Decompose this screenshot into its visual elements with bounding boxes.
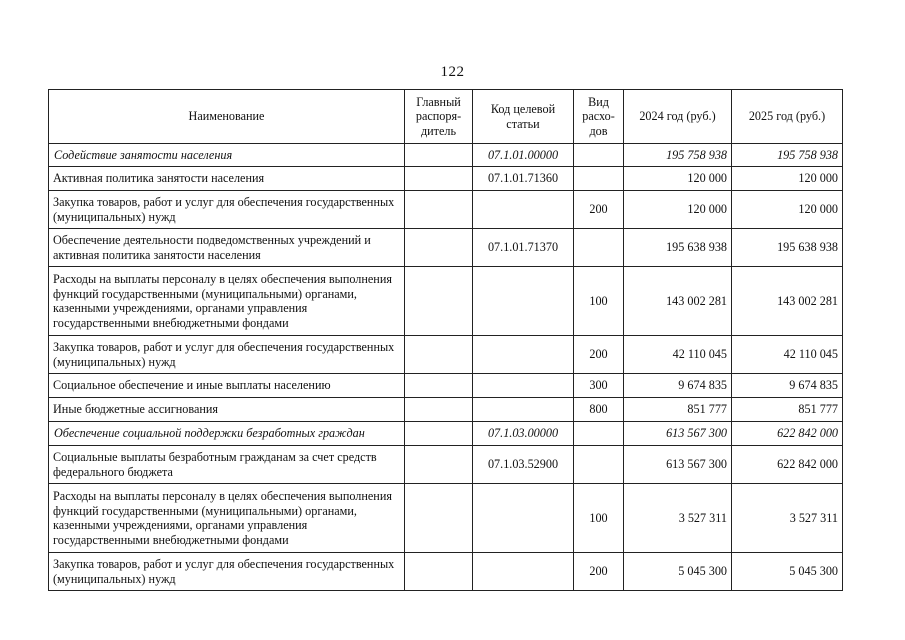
table-row	[49, 446, 843, 484]
table-row	[49, 553, 843, 591]
table-row	[49, 398, 843, 422]
cell-code: 07.1.01.00000	[473, 144, 574, 167]
cell-admin	[405, 553, 473, 591]
cell-code: 07.1.01.71360	[473, 167, 574, 191]
table-row	[49, 144, 843, 167]
cell-name: Иные бюджетные ассигнования	[49, 398, 405, 422]
table-row	[49, 336, 843, 374]
cell-name: Закупка товаров, работ и услуг для обеспечения государственных (муниципальных) нужд	[49, 553, 405, 591]
cell-admin	[405, 167, 473, 191]
cell-2024: 851 777	[624, 398, 732, 422]
header-name: Наименование	[49, 90, 405, 144]
table-row	[49, 267, 843, 336]
cell-2025: 851 777	[732, 398, 843, 422]
cell-kind: 800	[574, 398, 624, 422]
cell-2025: 622 842 000	[732, 422, 843, 446]
cell-code	[473, 484, 574, 553]
cell-admin	[405, 336, 473, 374]
cell-admin	[405, 191, 473, 229]
cell-kind: 200	[574, 553, 624, 591]
cell-admin	[405, 484, 473, 553]
cell-admin	[405, 398, 473, 422]
cell-2024: 120 000	[624, 167, 732, 191]
cell-2024: 143 002 281	[624, 267, 732, 336]
cell-code	[473, 398, 574, 422]
cell-code	[473, 267, 574, 336]
cell-2025: 622 842 000	[732, 446, 843, 484]
cell-name: Обеспечение деятельности подведомственных учреждений и активная политика занятости населения	[49, 229, 405, 267]
cell-2025: 195 758 938	[732, 144, 843, 167]
cell-kind	[574, 144, 624, 167]
cell-2024: 195 638 938	[624, 229, 732, 267]
cell-2025: 5 045 300	[732, 553, 843, 591]
cell-kind	[574, 422, 624, 446]
table-row	[49, 167, 843, 191]
cell-admin	[405, 446, 473, 484]
cell-2024: 120 000	[624, 191, 732, 229]
cell-name: Активная политика занятости населения	[49, 167, 405, 191]
page-number: 122	[440, 64, 465, 80]
cell-admin	[405, 229, 473, 267]
cell-name: Закупка товаров, работ и услуг для обеспечения государственных (муниципальных) нужд	[49, 336, 405, 374]
cell-code	[473, 191, 574, 229]
cell-name: Социальные выплаты безработным гражданам за счет средств федерального бюджета	[49, 446, 405, 484]
cell-code	[473, 374, 574, 398]
table-row	[49, 484, 843, 553]
cell-name: Социальное обеспечение и иные выплаты населению	[49, 374, 405, 398]
cell-code	[473, 553, 574, 591]
cell-name: Обеспечение социальной поддержки безработных граждан	[49, 422, 405, 446]
cell-kind	[574, 446, 624, 484]
cell-admin	[405, 374, 473, 398]
cell-2025: 195 638 938	[732, 229, 843, 267]
cell-2025: 42 110 045	[732, 336, 843, 374]
cell-2024: 5 045 300	[624, 553, 732, 591]
header-admin: Главный распоря-дитель	[405, 90, 473, 144]
cell-admin	[405, 422, 473, 446]
cell-admin	[405, 144, 473, 167]
cell-name: Закупка товаров, работ и услуг для обеспечения государственных (муниципальных) нужд	[49, 191, 405, 229]
cell-2025: 120 000	[732, 191, 843, 229]
cell-2025: 9 674 835	[732, 374, 843, 398]
cell-2025: 3 527 311	[732, 484, 843, 553]
cell-name: Расходы на выплаты персоналу в целях обеспечения выполнения функций государственными (муниципальными) органами, казенными учреждениями, органами управления государственными внебюджетными фондами	[49, 484, 405, 553]
cell-2025: 143 002 281	[732, 267, 843, 336]
header-kind: Вид расхо-дов	[574, 90, 624, 144]
cell-code: 07.1.03.52900	[473, 446, 574, 484]
cell-code: 07.1.03.00000	[473, 422, 574, 446]
table-row	[49, 229, 843, 267]
cell-kind: 100	[574, 267, 624, 336]
cell-kind: 200	[574, 191, 624, 229]
cell-2024: 613 567 300	[624, 446, 732, 484]
header-2025: 2025 год (руб.)	[732, 90, 843, 144]
header-2024: 2024 год (руб.)	[624, 90, 732, 144]
cell-2025: 120 000	[732, 167, 843, 191]
cell-kind: 100	[574, 484, 624, 553]
cell-name: Содействие занятости населения	[49, 144, 405, 167]
cell-kind: 200	[574, 336, 624, 374]
table-row	[49, 422, 843, 446]
table-row	[49, 191, 843, 229]
cell-code	[473, 336, 574, 374]
cell-kind	[574, 229, 624, 267]
cell-code: 07.1.01.71370	[473, 229, 574, 267]
budget-table	[48, 89, 843, 591]
cell-2024: 9 674 835	[624, 374, 732, 398]
table-header-row	[49, 90, 843, 144]
cell-2024: 613 567 300	[624, 422, 732, 446]
cell-2024: 195 758 938	[624, 144, 732, 167]
cell-2024: 42 110 045	[624, 336, 732, 374]
cell-2024: 3 527 311	[624, 484, 732, 553]
cell-name: Расходы на выплаты персоналу в целях обеспечения выполнения функций государственными (муниципальными) органами, казенными учреждениями, органами управления государственными внебюджетными фондами	[49, 267, 405, 336]
header-code: Код целевой статьи	[473, 90, 574, 144]
cell-kind	[574, 167, 624, 191]
table-row	[49, 374, 843, 398]
cell-kind: 300	[574, 374, 624, 398]
cell-admin	[405, 267, 473, 336]
